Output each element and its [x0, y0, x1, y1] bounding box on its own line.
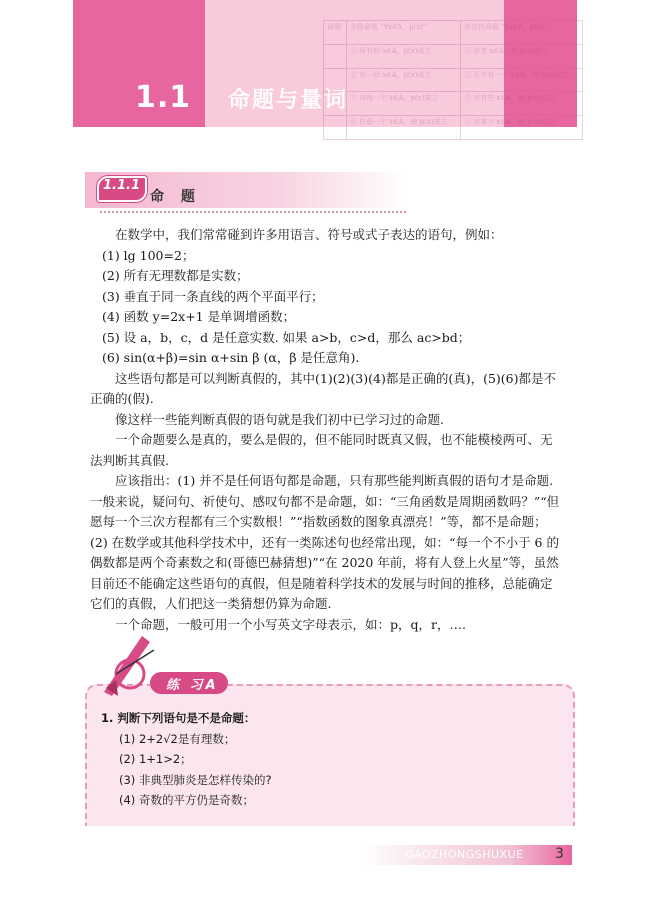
paragraph: 像这样一些能判断真假的语句就是我们初中已学习过的命题.	[115, 411, 444, 427]
exercise-item: (1) 2+2√2是有理数；	[119, 731, 236, 746]
table-cell: 全称命题 “∀x∈A，p(x)”	[346, 21, 460, 45]
exercise-content	[101, 708, 561, 811]
example-item: (3) 垂直于同一条直线的两个平面平行；	[102, 288, 324, 304]
example-item: (2) 所有无理数都是实数；	[102, 268, 249, 283]
example-item: (6) sin(α+β)=sin α+sin β (α，β 是任意角).	[102, 350, 360, 365]
intro-paragraph: 在数学中，我们常常碰到许多用语言、符号或式子表达的语句，例如：	[115, 227, 503, 242]
example-item: (1) lg 100=2；	[102, 247, 195, 263]
table-cell: ① 存在 x∈A，使 p(x)成立	[461, 44, 583, 68]
page-number: 3	[555, 846, 564, 862]
section-number: 1.1	[135, 80, 192, 115]
subsection-title: 命 题	[150, 189, 201, 205]
subsection-number: 1.1.1	[103, 178, 141, 193]
exercise-item: (3) 非典型肺炎是怎样传染的?	[119, 772, 272, 787]
main-text	[90, 225, 564, 635]
table-cell: ③ 对有些 x∈A，使 p(x)成立	[461, 92, 583, 116]
section-title: 命题与量词	[228, 88, 349, 113]
decorative-table	[323, 20, 583, 140]
table-cell: 存在性命题 “∃x∈A，p(x)”	[461, 21, 583, 45]
table-cell	[324, 44, 347, 68]
table-cell: ④ 任意一个 x∈A，使 p(x)成立	[346, 116, 460, 140]
pencil-ruler-icon	[96, 630, 156, 700]
dotted-divider	[100, 211, 406, 213]
paragraph: 应该指出：(1) 并不是任何语句都是命题，只有那些能判断真假的语句才是命题. 一般来说，疑问句、祈使句、感叹句都不是命题，如：“三角函数是周期函数吗？”“但愿每一个三次方程都有三个实数根！”“指数函数的图象真漂亮！”等，都不是命题；(2) 在数学或其他科学技术中，还有一类陈述句也经常出现，如：“每一个不小于 6 的偶数都是两个奇素数之和(哥德巴赫猜想)”“在 2020 年前，将有人登上火星”等，虽然目前还不能确定这些语句的真假，但是随着科学技术的发展与时间的推移，总能确定它们的真假，人们把这一类猜想仍算为命题.	[90, 473, 560, 611]
table-cell	[324, 116, 347, 140]
paragraph: 一个命题要么是真的，要么是假的，但不能同时既真又假，也不能模棱两可、无法判断其真假.	[90, 432, 553, 468]
running-footer: GAOZHONGSHUXUE	[405, 848, 524, 861]
example-item: (4) 函数 y=2x+1 是单调增函数；	[102, 309, 296, 324]
exercise-item: (2) 1+1>2；	[119, 752, 192, 766]
table-cell: ① 所有的 x∈A，p(x)成立	[346, 44, 460, 68]
table-cell: ④ 对某个 x∈A，使 p(x)成立	[461, 116, 583, 140]
exercise-question: 1. 判断下列语句是不是命题：	[101, 711, 256, 725]
example-item: (5) 设 a，b，c，d 是任意实数. 如果 a>b，c>d，那么 ac>bd；	[102, 329, 471, 345]
paragraph: 这些语句都是可以判断真假的，其中(1)(2)(3)(4)都是正确的(真)，(5)(6)都是不正确的(假).	[90, 370, 556, 406]
exercise-label: 练 习A	[166, 678, 219, 693]
exercise-item: (4) 奇数的平方仍是奇数；	[119, 793, 254, 807]
table-cell: ② 至少有一个 x∈A，使 p(x)成立	[461, 68, 583, 92]
table-cell: ② 对一切 x∈A，p(x)成立	[346, 68, 460, 92]
table-cell: ③ 对每一个 x∈A，p(x)成立	[346, 92, 460, 116]
paragraph: 一个命题，一般可用一个小写英文字母表示，如：p，q，r，….	[115, 616, 466, 632]
table-cell: 命题	[324, 21, 347, 45]
